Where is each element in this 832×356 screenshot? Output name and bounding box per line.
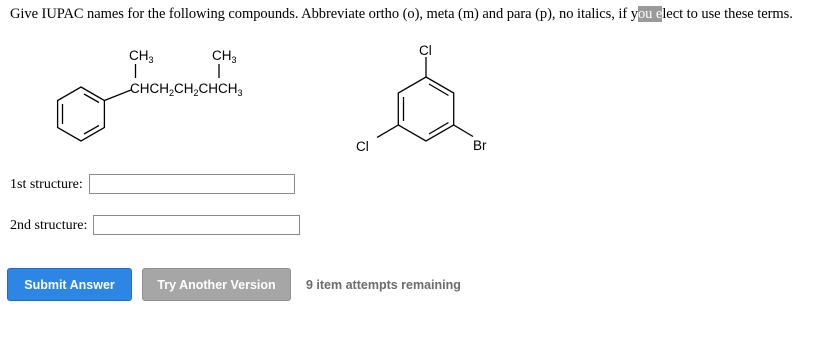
methyl-right-label: $CH_3$ <box>212 48 237 65</box>
question-text-part1: Give IUPAC names for the following compounds. Abbreviate ortho (o), meta (m) and para (p), no italics, if y <box>10 6 638 22</box>
structure-1-labels <box>129 48 243 98</box>
structure-2-labels <box>356 43 487 154</box>
methyl-left-label: $CH_3$ <box>129 48 154 65</box>
attempts-remaining-text: 9 item attempts remaining <box>306 278 461 292</box>
structure-1 <box>58 64 219 141</box>
cl-left-bond <box>377 125 398 138</box>
br-right-label: Br <box>473 138 487 153</box>
br-right-bond <box>454 125 473 137</box>
question-text-part2: lect to use these terms. <box>662 6 793 22</box>
benzene-ring-2 <box>398 77 453 141</box>
chain-label: $CHCH_2CH_2CHCH_3$ <box>130 81 243 98</box>
question-text-highlight: ou e <box>637 6 663 22</box>
first-structure-input[interactable] <box>89 174 295 194</box>
benzene-ring-1 <box>58 87 105 141</box>
ring-chain-bond <box>104 90 131 101</box>
try-another-version-button[interactable]: Try Another Version <box>142 268 291 301</box>
first-structure-label: 1st structure: <box>10 177 83 192</box>
submit-answer-button[interactable]: Submit Answer <box>7 268 132 301</box>
structure-2 <box>377 57 473 141</box>
cl-top-label: Cl <box>419 43 432 58</box>
second-structure-input[interactable] <box>93 215 300 235</box>
second-structure-label: 2nd structure: <box>10 218 88 233</box>
cl-left-label: Cl <box>356 139 369 154</box>
